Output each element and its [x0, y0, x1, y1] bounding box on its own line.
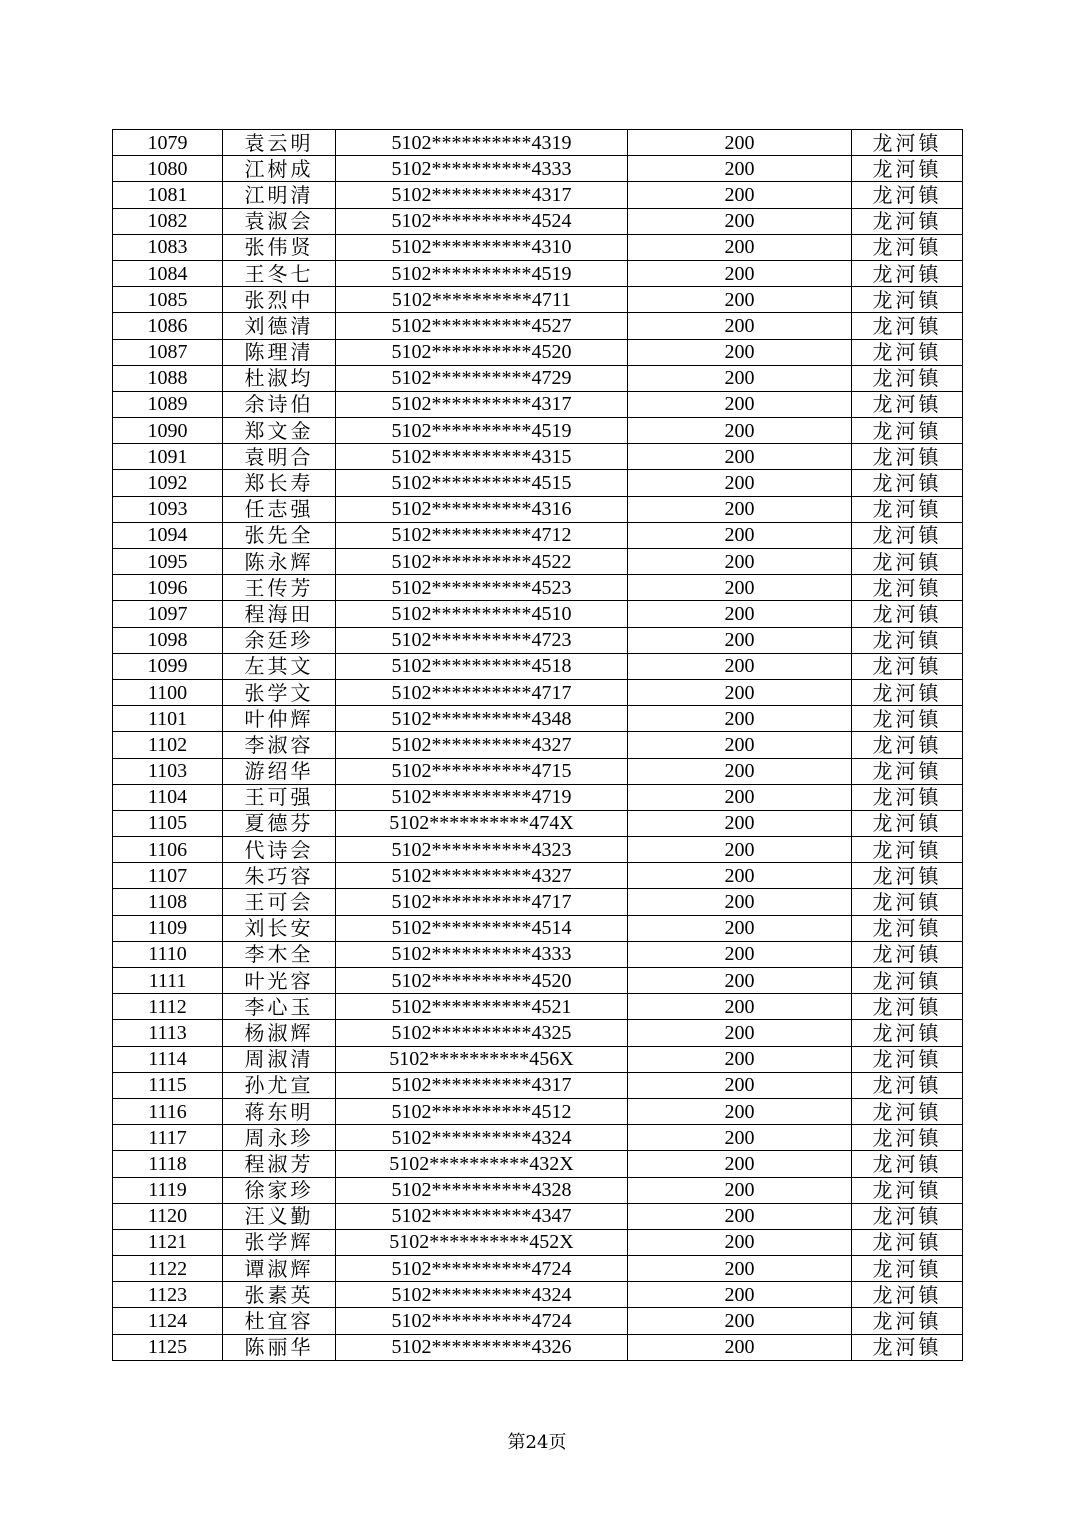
- town-cell: 龙河镇: [852, 1229, 963, 1255]
- id-number-cell: 5102**********4323: [336, 837, 628, 863]
- town-cell: 龙河镇: [852, 1072, 963, 1098]
- table-row: [113, 1046, 963, 1072]
- person-name-cell: 袁明合: [223, 444, 336, 470]
- id-number-cell: 5102**********4316: [336, 496, 628, 522]
- id-number-cell: 5102**********4724: [336, 1308, 628, 1334]
- id-number-cell: 5102**********4317: [336, 1072, 628, 1098]
- amount-cell: 200: [628, 1334, 852, 1360]
- row-number-cell: 1109: [113, 915, 223, 941]
- amount-cell: 200: [628, 837, 852, 863]
- person-name-cell: 夏德芬: [223, 810, 336, 836]
- id-number-cell: 5102**********4319: [336, 130, 628, 156]
- person-name-cell: 袁云明: [223, 130, 336, 156]
- amount-cell: 200: [628, 496, 852, 522]
- id-number-cell: 5102**********4518: [336, 653, 628, 679]
- town-cell: 龙河镇: [852, 549, 963, 575]
- town-cell: 龙河镇: [852, 1308, 963, 1334]
- amount-cell: 200: [628, 784, 852, 810]
- amount-cell: 200: [628, 863, 852, 889]
- id-number-cell: 5102**********4315: [336, 444, 628, 470]
- amount-cell: 200: [628, 706, 852, 732]
- row-number-cell: 1101: [113, 706, 223, 732]
- page-number: 第24页: [507, 1432, 567, 1453]
- row-number-cell: 1107: [113, 863, 223, 889]
- person-name-cell: 郑长寿: [223, 470, 336, 496]
- id-number-cell: 5102**********4717: [336, 679, 628, 705]
- id-number-cell: 5102**********4715: [336, 758, 628, 784]
- id-number-cell: 5102**********4317: [336, 391, 628, 417]
- roster-table: [112, 129, 963, 1361]
- row-number-cell: 1087: [113, 339, 223, 365]
- id-number-cell: 5102**********4348: [336, 706, 628, 732]
- town-cell: 龙河镇: [852, 941, 963, 967]
- table-row: [113, 1229, 963, 1255]
- amount-cell: 200: [628, 1020, 852, 1046]
- town-cell: 龙河镇: [852, 1177, 963, 1203]
- town-cell: 龙河镇: [852, 444, 963, 470]
- id-number-cell: 5102**********4328: [336, 1177, 628, 1203]
- town-cell: 龙河镇: [852, 601, 963, 627]
- table-row: [113, 522, 963, 548]
- table-row: [113, 1072, 963, 1098]
- table-row: [113, 1334, 963, 1360]
- amount-cell: 200: [628, 1125, 852, 1151]
- amount-cell: 200: [628, 1098, 852, 1124]
- id-number-cell: 5102**********4520: [336, 339, 628, 365]
- town-cell: 龙河镇: [852, 1020, 963, 1046]
- table-row: [113, 732, 963, 758]
- person-name-cell: 王可强: [223, 784, 336, 810]
- town-cell: 龙河镇: [852, 758, 963, 784]
- table-row: [113, 575, 963, 601]
- person-name-cell: 陈永辉: [223, 549, 336, 575]
- amount-cell: 200: [628, 1282, 852, 1308]
- person-name-cell: 游绍华: [223, 758, 336, 784]
- row-number-cell: 1108: [113, 889, 223, 915]
- table-row: [113, 1125, 963, 1151]
- amount-cell: 200: [628, 313, 852, 339]
- row-number-cell: 1093: [113, 496, 223, 522]
- id-number-cell: 5102**********4515: [336, 470, 628, 496]
- row-number-cell: 1125: [113, 1334, 223, 1360]
- amount-cell: 200: [628, 418, 852, 444]
- row-number-cell: 1103: [113, 758, 223, 784]
- row-number-cell: 1085: [113, 287, 223, 313]
- row-number-cell: 1089: [113, 391, 223, 417]
- amount-cell: 200: [628, 915, 852, 941]
- row-number-cell: 1083: [113, 234, 223, 260]
- row-number-cell: 1079: [113, 130, 223, 156]
- row-number-cell: 1122: [113, 1256, 223, 1282]
- table-row: [113, 182, 963, 208]
- row-number-cell: 1092: [113, 470, 223, 496]
- amount-cell: 200: [628, 653, 852, 679]
- table-row: [113, 758, 963, 784]
- id-number-cell: 5102**********4711: [336, 287, 628, 313]
- row-number-cell: 1100: [113, 679, 223, 705]
- table-row: [113, 810, 963, 836]
- town-cell: 龙河镇: [852, 391, 963, 417]
- town-cell: 龙河镇: [852, 968, 963, 994]
- row-number-cell: 1121: [113, 1229, 223, 1255]
- person-name-cell: 张学辉: [223, 1229, 336, 1255]
- row-number-cell: 1116: [113, 1098, 223, 1124]
- person-name-cell: 杨淑辉: [223, 1020, 336, 1046]
- amount-cell: 200: [628, 1203, 852, 1229]
- town-cell: 龙河镇: [852, 732, 963, 758]
- person-name-cell: 陈丽华: [223, 1334, 336, 1360]
- row-number-cell: 1096: [113, 575, 223, 601]
- person-name-cell: 余诗伯: [223, 391, 336, 417]
- town-cell: 龙河镇: [852, 182, 963, 208]
- person-name-cell: 余廷珍: [223, 627, 336, 653]
- id-number-cell: 5102**********4522: [336, 549, 628, 575]
- town-cell: 龙河镇: [852, 627, 963, 653]
- id-number-cell: 5102**********4333: [336, 156, 628, 182]
- id-number-cell: 5102**********4519: [336, 418, 628, 444]
- person-name-cell: 李淑容: [223, 732, 336, 758]
- table-row: [113, 1177, 963, 1203]
- town-cell: 龙河镇: [852, 234, 963, 260]
- row-number-cell: 1081: [113, 182, 223, 208]
- table-row: [113, 653, 963, 679]
- table-row: [113, 627, 963, 653]
- town-cell: 龙河镇: [852, 130, 963, 156]
- amount-cell: 200: [628, 287, 852, 313]
- table-row: [113, 915, 963, 941]
- amount-cell: 200: [628, 1229, 852, 1255]
- table-row: [113, 1098, 963, 1124]
- id-number-cell: 5102**********4324: [336, 1282, 628, 1308]
- amount-cell: 200: [628, 260, 852, 286]
- table-row: [113, 1282, 963, 1308]
- amount-cell: 200: [628, 339, 852, 365]
- id-number-cell: 5102**********456X: [336, 1046, 628, 1072]
- table-row: [113, 418, 963, 444]
- row-number-cell: 1095: [113, 549, 223, 575]
- amount-cell: 200: [628, 889, 852, 915]
- table-row: [113, 365, 963, 391]
- amount-cell: 200: [628, 758, 852, 784]
- row-number-cell: 1099: [113, 653, 223, 679]
- table-row: [113, 496, 963, 522]
- table-row: [113, 470, 963, 496]
- town-cell: 龙河镇: [852, 287, 963, 313]
- id-number-cell: 5102**********4327: [336, 732, 628, 758]
- row-number-cell: 1118: [113, 1151, 223, 1177]
- row-number-cell: 1124: [113, 1308, 223, 1334]
- amount-cell: 200: [628, 549, 852, 575]
- town-cell: 龙河镇: [852, 260, 963, 286]
- amount-cell: 200: [628, 234, 852, 260]
- table-row: [113, 444, 963, 470]
- amount-cell: 200: [628, 941, 852, 967]
- table-row: [113, 784, 963, 810]
- person-name-cell: 王可会: [223, 889, 336, 915]
- person-name-cell: 李心玉: [223, 994, 336, 1020]
- person-name-cell: 任志强: [223, 496, 336, 522]
- person-name-cell: 张伟贤: [223, 234, 336, 260]
- town-cell: 龙河镇: [852, 156, 963, 182]
- table-row: [113, 130, 963, 156]
- person-name-cell: 陈理清: [223, 339, 336, 365]
- amount-cell: 200: [628, 732, 852, 758]
- person-name-cell: 程海田: [223, 601, 336, 627]
- row-number-cell: 1090: [113, 418, 223, 444]
- table-row: [113, 234, 963, 260]
- row-number-cell: 1117: [113, 1125, 223, 1151]
- id-number-cell: 5102**********4719: [336, 784, 628, 810]
- town-cell: 龙河镇: [852, 1125, 963, 1151]
- table-row: [113, 706, 963, 732]
- person-name-cell: 代诗会: [223, 837, 336, 863]
- table-row: [113, 941, 963, 967]
- table-row: [113, 889, 963, 915]
- amount-cell: 200: [628, 627, 852, 653]
- amount-cell: 200: [628, 1046, 852, 1072]
- row-number-cell: 1104: [113, 784, 223, 810]
- id-number-cell: 5102**********4347: [336, 1203, 628, 1229]
- id-number-cell: 5102**********4520: [336, 968, 628, 994]
- town-cell: 龙河镇: [852, 915, 963, 941]
- id-number-cell: 5102**********432X: [336, 1151, 628, 1177]
- id-number-cell: 5102**********4527: [336, 313, 628, 339]
- id-number-cell: 5102**********4523: [336, 575, 628, 601]
- person-name-cell: 朱巧容: [223, 863, 336, 889]
- table-row: [113, 994, 963, 1020]
- amount-cell: 200: [628, 810, 852, 836]
- table-row: [113, 968, 963, 994]
- person-name-cell: 王传芳: [223, 575, 336, 601]
- row-number-cell: 1094: [113, 522, 223, 548]
- id-number-cell: 5102**********4510: [336, 601, 628, 627]
- id-number-cell: 5102**********4524: [336, 208, 628, 234]
- amount-cell: 200: [628, 156, 852, 182]
- person-name-cell: 谭淑辉: [223, 1256, 336, 1282]
- town-cell: 龙河镇: [852, 810, 963, 836]
- row-number-cell: 1098: [113, 627, 223, 653]
- town-cell: 龙河镇: [852, 365, 963, 391]
- person-name-cell: 张学文: [223, 679, 336, 705]
- town-cell: 龙河镇: [852, 1098, 963, 1124]
- town-cell: 龙河镇: [852, 575, 963, 601]
- amount-cell: 200: [628, 522, 852, 548]
- table-row: [113, 1151, 963, 1177]
- town-cell: 龙河镇: [852, 1046, 963, 1072]
- town-cell: 龙河镇: [852, 339, 963, 365]
- person-name-cell: 叶光容: [223, 968, 336, 994]
- person-name-cell: 杜淑均: [223, 365, 336, 391]
- table-row: [113, 287, 963, 313]
- id-number-cell: 5102**********4519: [336, 260, 628, 286]
- town-cell: 龙河镇: [852, 208, 963, 234]
- id-number-cell: 5102**********4324: [336, 1125, 628, 1151]
- table-row: [113, 837, 963, 863]
- person-name-cell: 汪义勤: [223, 1203, 336, 1229]
- town-cell: 龙河镇: [852, 418, 963, 444]
- row-number-cell: 1123: [113, 1282, 223, 1308]
- row-number-cell: 1112: [113, 994, 223, 1020]
- amount-cell: 200: [628, 470, 852, 496]
- amount-cell: 200: [628, 208, 852, 234]
- person-name-cell: 袁淑会: [223, 208, 336, 234]
- person-name-cell: 刘长安: [223, 915, 336, 941]
- amount-cell: 200: [628, 1256, 852, 1282]
- id-number-cell: 5102**********474X: [336, 810, 628, 836]
- person-name-cell: 周淑清: [223, 1046, 336, 1072]
- table-row: [113, 260, 963, 286]
- town-cell: 龙河镇: [852, 653, 963, 679]
- amount-cell: 200: [628, 1072, 852, 1098]
- id-number-cell: 5102**********4512: [336, 1098, 628, 1124]
- person-name-cell: 孙尤宣: [223, 1072, 336, 1098]
- amount-cell: 200: [628, 1308, 852, 1334]
- town-cell: 龙河镇: [852, 1282, 963, 1308]
- table-row: [113, 601, 963, 627]
- table-row: [113, 1203, 963, 1229]
- id-number-cell: 5102**********4521: [336, 994, 628, 1020]
- amount-cell: 200: [628, 679, 852, 705]
- row-number-cell: 1119: [113, 1177, 223, 1203]
- town-cell: 龙河镇: [852, 863, 963, 889]
- town-cell: 龙河镇: [852, 679, 963, 705]
- row-number-cell: 1080: [113, 156, 223, 182]
- amount-cell: 200: [628, 601, 852, 627]
- amount-cell: 200: [628, 575, 852, 601]
- person-name-cell: 叶仲辉: [223, 706, 336, 732]
- row-number-cell: 1086: [113, 313, 223, 339]
- person-name-cell: 郑文金: [223, 418, 336, 444]
- row-number-cell: 1084: [113, 260, 223, 286]
- table-row: [113, 208, 963, 234]
- row-number-cell: 1106: [113, 837, 223, 863]
- row-number-cell: 1097: [113, 601, 223, 627]
- table-row: [113, 863, 963, 889]
- amount-cell: 200: [628, 182, 852, 208]
- amount-cell: 200: [628, 1177, 852, 1203]
- person-name-cell: 张先全: [223, 522, 336, 548]
- town-cell: 龙河镇: [852, 994, 963, 1020]
- town-cell: 龙河镇: [852, 496, 963, 522]
- person-name-cell: 江树成: [223, 156, 336, 182]
- id-number-cell: 5102**********4326: [336, 1334, 628, 1360]
- id-number-cell: 5102**********4325: [336, 1020, 628, 1046]
- row-number-cell: 1111: [113, 968, 223, 994]
- row-number-cell: 1082: [113, 208, 223, 234]
- person-name-cell: 徐家珍: [223, 1177, 336, 1203]
- town-cell: 龙河镇: [852, 1151, 963, 1177]
- row-number-cell: 1102: [113, 732, 223, 758]
- id-number-cell: 5102**********452X: [336, 1229, 628, 1255]
- id-number-cell: 5102**********4724: [336, 1256, 628, 1282]
- row-number-cell: 1110: [113, 941, 223, 967]
- row-number-cell: 1120: [113, 1203, 223, 1229]
- town-cell: 龙河镇: [852, 1256, 963, 1282]
- id-number-cell: 5102**********4729: [336, 365, 628, 391]
- id-number-cell: 5102**********4310: [336, 234, 628, 260]
- person-name-cell: 王冬七: [223, 260, 336, 286]
- amount-cell: 200: [628, 994, 852, 1020]
- town-cell: 龙河镇: [852, 522, 963, 548]
- id-number-cell: 5102**********4514: [336, 915, 628, 941]
- person-name-cell: 周永珍: [223, 1125, 336, 1151]
- town-cell: 龙河镇: [852, 470, 963, 496]
- person-name-cell: 张素英: [223, 1282, 336, 1308]
- table-row: [113, 1308, 963, 1334]
- table-row: [113, 339, 963, 365]
- table-row: [113, 313, 963, 339]
- table-row: [113, 156, 963, 182]
- person-name-cell: 程淑芳: [223, 1151, 336, 1177]
- amount-cell: 200: [628, 391, 852, 417]
- town-cell: 龙河镇: [852, 784, 963, 810]
- table-row: [113, 1256, 963, 1282]
- row-number-cell: 1088: [113, 365, 223, 391]
- amount-cell: 200: [628, 365, 852, 391]
- town-cell: 龙河镇: [852, 313, 963, 339]
- row-number-cell: 1105: [113, 810, 223, 836]
- amount-cell: 200: [628, 130, 852, 156]
- person-name-cell: 江明清: [223, 182, 336, 208]
- id-number-cell: 5102**********4333: [336, 941, 628, 967]
- person-name-cell: 杜宜容: [223, 1308, 336, 1334]
- row-number-cell: 1114: [113, 1046, 223, 1072]
- amount-cell: 200: [628, 968, 852, 994]
- amount-cell: 200: [628, 1151, 852, 1177]
- town-cell: 龙河镇: [852, 706, 963, 732]
- id-number-cell: 5102**********4717: [336, 889, 628, 915]
- table-row: [113, 679, 963, 705]
- id-number-cell: 5102**********4317: [336, 182, 628, 208]
- row-number-cell: 1113: [113, 1020, 223, 1046]
- person-name-cell: 张烈中: [223, 287, 336, 313]
- id-number-cell: 5102**********4723: [336, 627, 628, 653]
- person-name-cell: 左其文: [223, 653, 336, 679]
- town-cell: 龙河镇: [852, 837, 963, 863]
- row-number-cell: 1115: [113, 1072, 223, 1098]
- row-number-cell: 1091: [113, 444, 223, 470]
- id-number-cell: 5102**********4712: [336, 522, 628, 548]
- table-row: [113, 549, 963, 575]
- id-number-cell: 5102**********4327: [336, 863, 628, 889]
- table-row: [113, 391, 963, 417]
- table-row: [113, 1020, 963, 1046]
- person-name-cell: 刘德清: [223, 313, 336, 339]
- person-name-cell: 蒋东明: [223, 1098, 336, 1124]
- amount-cell: 200: [628, 444, 852, 470]
- town-cell: 龙河镇: [852, 1203, 963, 1229]
- person-name-cell: 李木全: [223, 941, 336, 967]
- town-cell: 龙河镇: [852, 889, 963, 915]
- town-cell: 龙河镇: [852, 1334, 963, 1360]
- roster-table-body: [113, 130, 963, 1361]
